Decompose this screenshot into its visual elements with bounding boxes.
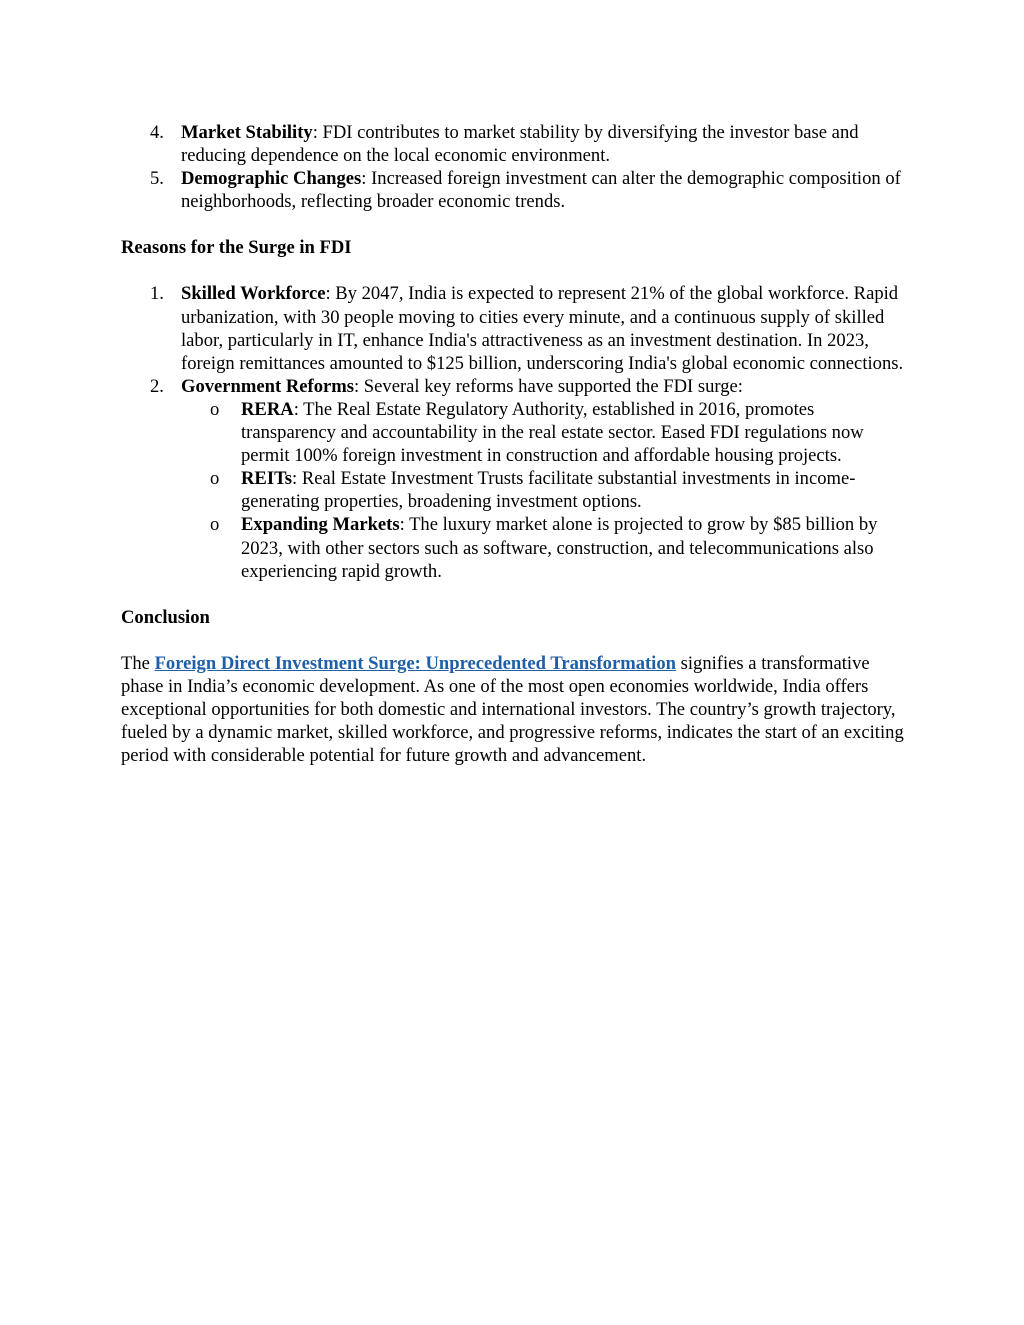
sublist-item-rera	[181, 398, 911, 467]
bullet-marker: o	[210, 514, 220, 536]
sublist-term: RERA	[241, 398, 294, 420]
conclusion-intro: The	[121, 652, 155, 674]
sublist-term: Expanding Markets	[241, 514, 400, 536]
reforms-sublist	[181, 398, 911, 583]
list-text: : Increased foreign investment can alter the demographic composition of neighborhoods, reflecting broader economic trends.	[181, 168, 901, 213]
document-body	[121, 121, 911, 767]
reasons-list	[121, 282, 911, 582]
list-number: 5.	[150, 168, 164, 190]
list-text: : By 2047, India is expected to represent 21% of the global workforce. Rapid urbanization, with 30 people moving to cities every minute, and a continuous supply of skilled labor, particularly in IT, enhance India's attractiveness as an investment destination. In 2023, foreign remittances amounted to $125 billion, underscoring India's global economic connections.	[181, 283, 904, 374]
sublist-text: : Real Estate Investment Trusts facilitate substantial investments in income-generating properties, broadening investment options.	[241, 468, 856, 513]
list-term: Government Reforms	[181, 375, 354, 397]
sublist-item-expanding-markets	[181, 513, 911, 582]
list-item-market-stability	[121, 121, 911, 167]
conclusion-body: signifies a transformative phase in India’s economic development. As one of the most open economies worldwide, India offers exceptional opportunities for both domestic and international investors. The country’s growth trajectory, fueled by a dynamic market, skilled workforce, and progressive reforms, indicates the start of an exciting period with considerable potential for future growth and advancement.	[121, 652, 904, 767]
sublist-text: : The luxury market alone is projected to grow by $85 billion by 2023, with other sectors such as software, construction, and telecommunications also experiencing rapid growth.	[241, 514, 878, 582]
list-text: : Several key reforms have supported the FDI surge:	[353, 375, 743, 397]
list-term: Demographic Changes	[181, 168, 362, 190]
bullet-marker: o	[210, 398, 220, 420]
list-item-demographic-changes	[121, 167, 911, 213]
article-link[interactable]: Foreign Direct Investment Surge: Unprecedented Transformation	[154, 652, 676, 674]
section-heading-reasons: Reasons for the Surge in FDI	[121, 237, 352, 259]
list-number: 2.	[150, 375, 164, 397]
sublist-text: : The Real Estate Regulatory Authority, established in 2016, promotes transparency and accountability in the real estate sector. Eased FDI regulations now permit 100% foreign investment in construction and affordable housing projects.	[241, 398, 864, 467]
bullet-marker: o	[210, 468, 220, 490]
section-heading-conclusion: Conclusion	[121, 606, 210, 628]
list-number: 1.	[150, 283, 164, 305]
list-number: 4.	[150, 122, 164, 143]
conclusion-paragraph	[121, 652, 911, 767]
list-item-skilled-workforce	[121, 282, 911, 374]
list-text: : FDI contributes to market stability by diversifying the investor base and reducing dependence on the local economic environment.	[181, 122, 859, 167]
list-term: Skilled Workforce	[181, 283, 326, 305]
sublist-item-reits	[181, 467, 911, 513]
impact-list-continued	[121, 121, 911, 213]
list-term: Market Stability	[181, 122, 313, 143]
sublist-term: REITs	[241, 468, 292, 490]
list-item-government-reforms	[121, 375, 911, 583]
